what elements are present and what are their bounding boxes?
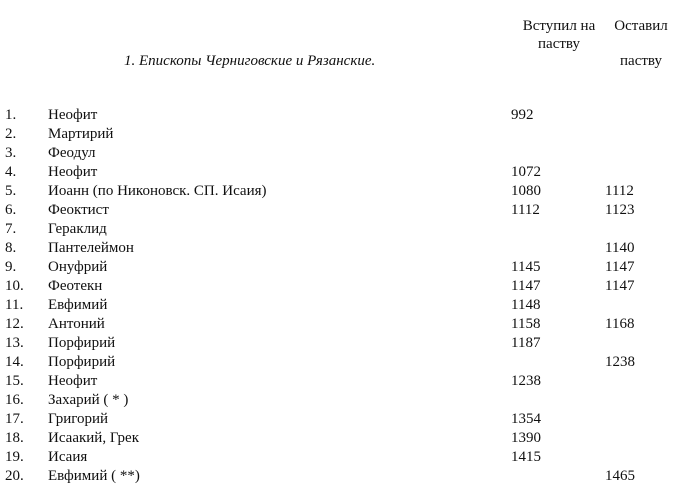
left-year: 1140	[605, 240, 635, 256]
list-item	[0, 106, 678, 125]
row-number: 18.	[5, 430, 24, 446]
list-item	[0, 125, 678, 144]
bishop-name: Онуфрий	[48, 259, 108, 275]
left-year: 1147	[605, 259, 635, 275]
entered-year: 992	[511, 107, 534, 123]
entered-year: 1354	[511, 411, 541, 427]
row-number: 10.	[5, 278, 24, 294]
bishop-name: Феодул	[48, 145, 96, 161]
bishop-name: Неофит	[48, 164, 98, 180]
entered-year: 1158	[511, 316, 541, 332]
row-number: 9.	[5, 259, 17, 275]
left-year: 1238	[605, 354, 635, 370]
column-header-left-line1: Оставил	[614, 18, 668, 34]
list-item	[0, 220, 678, 239]
row-number: 16.	[5, 392, 24, 408]
list-item	[0, 353, 678, 372]
bishop-name: Захарий ( * )	[48, 392, 129, 408]
bishop-name: Григорий	[48, 411, 109, 427]
left-year: 1465	[605, 468, 635, 484]
list-item	[0, 315, 678, 334]
list-item	[0, 239, 678, 258]
row-number: 14.	[5, 354, 24, 370]
section-title: 1. Епископы Черниговские и Рязанские.	[124, 53, 376, 69]
list-item	[0, 334, 678, 353]
row-number: 15.	[5, 373, 24, 389]
entered-year: 1187	[511, 335, 541, 351]
list-item	[0, 163, 678, 182]
list-item	[0, 144, 678, 163]
left-year: 1112	[605, 183, 634, 199]
list-item	[0, 296, 678, 315]
entered-year: 1147	[511, 278, 541, 294]
list-item	[0, 182, 678, 201]
row-number: 13.	[5, 335, 24, 351]
list-item	[0, 201, 678, 220]
entered-year: 1415	[511, 449, 541, 465]
list-item	[0, 429, 678, 448]
row-number: 11.	[5, 297, 24, 313]
bishop-name: Исаия	[48, 449, 88, 465]
column-header-entered	[508, 17, 610, 53]
row-number: 1.	[5, 107, 17, 123]
bishop-name: Евфимий	[48, 297, 108, 313]
bishop-name: Порфирий	[48, 335, 116, 351]
left-year: 1123	[605, 202, 635, 218]
row-number: 12.	[5, 316, 24, 332]
bishop-name: Неофит	[48, 373, 98, 389]
row-number: 19.	[5, 449, 24, 465]
entered-year: 1080	[511, 183, 541, 199]
list-item	[0, 410, 678, 429]
list-item	[0, 448, 678, 467]
row-number: 4.	[5, 164, 17, 180]
bishop-name: Мартирий	[48, 126, 114, 142]
row-number: 8.	[5, 240, 17, 256]
left-year: 1147	[605, 278, 635, 294]
column-header-entered-line1: Вступил на	[522, 18, 596, 34]
bishop-name: Феоктист	[48, 202, 109, 218]
bishops-list	[0, 106, 678, 486]
row-number: 6.	[5, 202, 17, 218]
bishop-name: Порфирий	[48, 354, 116, 370]
row-number: 3.	[5, 145, 17, 161]
entered-year: 1072	[511, 164, 541, 180]
list-item	[0, 258, 678, 277]
column-header-entered-line2: паству	[538, 36, 580, 52]
bishop-name: Иоанн (по Никоновск. СП. Исаия)	[48, 183, 267, 199]
list-item	[0, 467, 678, 486]
bishop-name: Антоний	[48, 316, 105, 332]
row-number: 7.	[5, 221, 17, 237]
column-header-left-line2: паству	[620, 53, 662, 69]
bishop-name: Гераклид	[48, 221, 107, 237]
bishop-name: Неофит	[48, 107, 98, 123]
row-number: 2.	[5, 126, 17, 142]
row-number: 20.	[5, 468, 24, 484]
entered-year: 1148	[511, 297, 541, 313]
row-number: 5.	[5, 183, 17, 199]
left-year: 1168	[605, 316, 635, 332]
bishop-name: Пантелеймон	[48, 240, 134, 256]
entered-year: 1390	[511, 430, 541, 446]
entered-year: 1112	[511, 202, 540, 218]
list-item	[0, 372, 678, 391]
entered-year: 1145	[511, 259, 541, 275]
list-item	[0, 277, 678, 296]
bishop-name: Феотекн	[48, 278, 103, 294]
bishop-name: Евфимий ( **)	[48, 468, 140, 484]
list-item	[0, 391, 678, 410]
bishop-name: Исаакий, Грек	[48, 430, 140, 446]
entered-year: 1238	[511, 373, 541, 389]
row-number: 17.	[5, 411, 24, 427]
